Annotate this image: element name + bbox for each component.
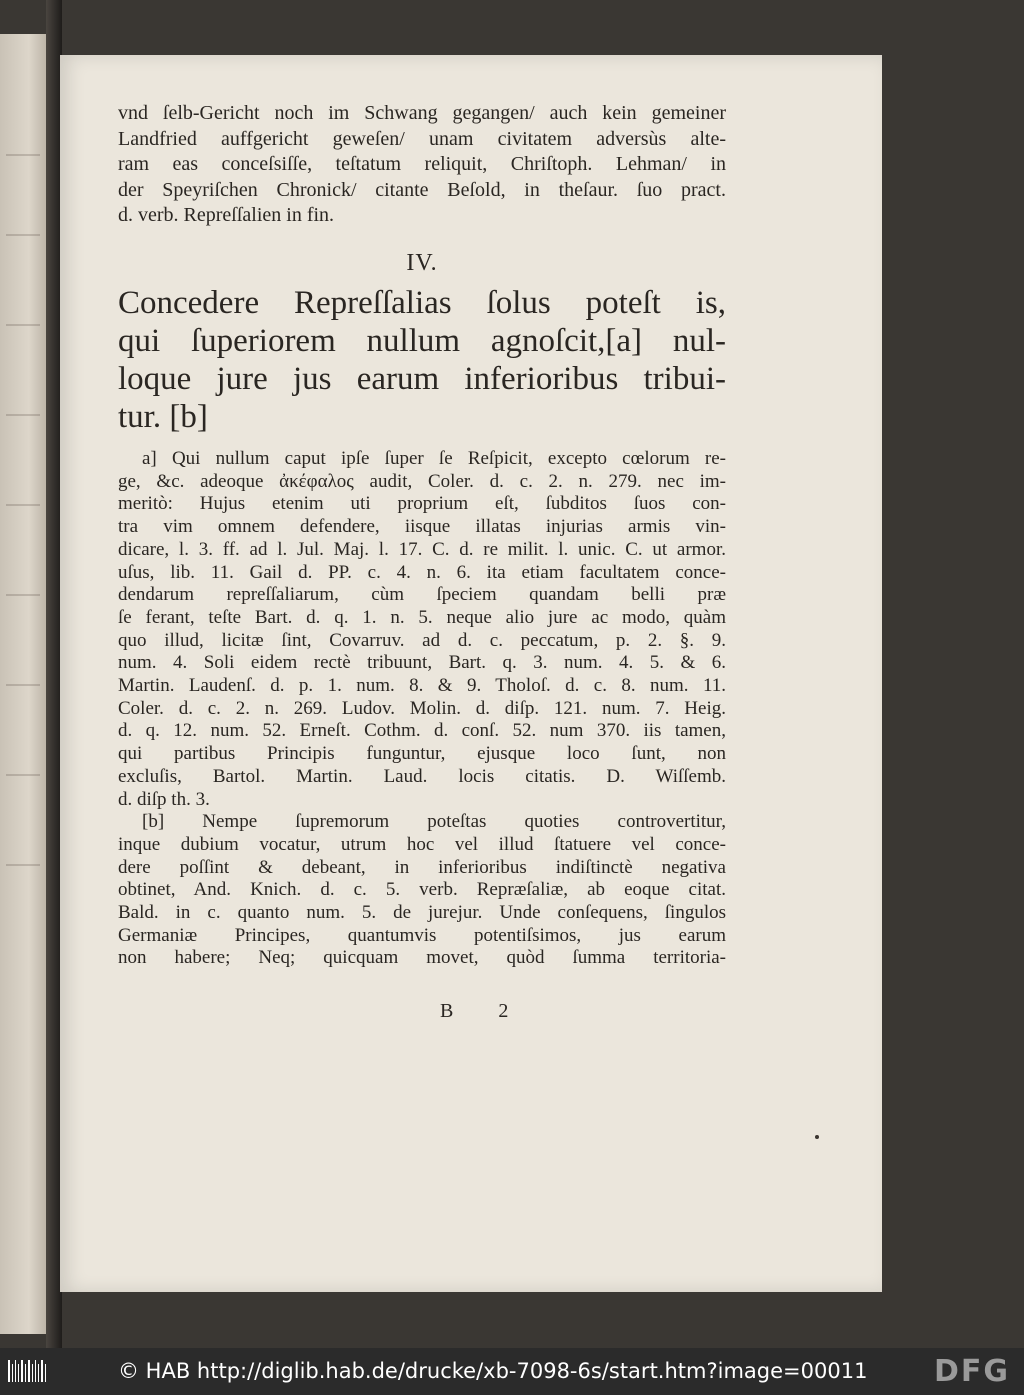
left-page-edge — [0, 34, 48, 1334]
dfg-logo: DFG — [933, 1354, 1010, 1389]
text-line: der Speyriſchen Chronick/ citante Beſold, in theſaur. ſuo pract. — [118, 178, 726, 201]
note-line: quo illud, licitæ ſint, Covarruv. ad d. c. peccatum, p. 2. §. 9. — [118, 629, 726, 651]
note-line: dere poſſint & debeant, in inferioribus indiſtinctè negativa — [118, 856, 726, 878]
note-line: [b] Nempe ſupremorum poteſtas quoties controvertitur, — [142, 811, 726, 833]
text-line: Landfried auffgericht geweſen/ unam civitatem adversùs alte- — [118, 127, 726, 150]
footnote-a — [118, 448, 726, 811]
note-line: qui partibus Principis funguntur, ejusque loco ſunt, non — [118, 743, 726, 765]
ink-speck — [815, 1135, 819, 1139]
signature-mark: B 2 — [440, 1000, 529, 1022]
note-line: Martin. Laudenſ. d. p. 1. num. 8. & 9. Tholoſ. d. c. 8. num. 11. — [118, 675, 726, 697]
book-page — [60, 55, 882, 1292]
note-line: ge, &c. adeoque ἀκέφαλος audit, Coler. d. c. 2. n. 279. nec im- — [118, 470, 726, 492]
note-line: excluſis, Bartol. Martin. Laud. locis citatis. D. Wiſſemb. — [118, 765, 726, 787]
section-number: IV. — [406, 249, 438, 276]
note-line: tra vim omnem defendere, iisque illatas injurias armis vin- — [118, 516, 726, 538]
note-line: inque dubium vocatur, utrum hoc vel illud ſtatuere vel conce- — [118, 833, 726, 855]
note-line: d. diſp th. 3. — [118, 788, 210, 810]
thesis-line: qui ſuperiorem nullum agnoſcit,[a] nul- — [118, 323, 726, 359]
footnote-b — [118, 811, 726, 970]
text-line: ram eas conceſsiſſe, teſtatum reliquit, Chriſtoph. Lehman/ in — [118, 153, 726, 175]
note-line: ſe ferant, teſte Bart. d. q. 1. n. 5. neque alio jure ac modo, quàm — [118, 606, 726, 628]
text-line: vnd ſelb-Gericht noch im Schwang gegangen/ auch kein gemeiner — [118, 102, 726, 124]
note-line: Coler. d. c. 2. n. 269. Ludov. Molin. d. diſp. 121. num. 7. Heig. — [118, 697, 726, 719]
note-line: Germaniæ Principes, quantumvis potentiſsimos, jus earum — [118, 924, 726, 946]
note-line: uſus, lib. 11. Gail d. PP. c. 4. n. 6. ita etiam facultatem conce- — [118, 561, 726, 583]
attribution-link[interactable]: © HAB http://diglib.hab.de/drucke/xb-7098-6s/start.htm?image=00011 — [118, 1359, 868, 1383]
thesis-statement — [118, 284, 726, 436]
note-line: meritò: Hujus etenim uti proprium eſt, ſubditos ſuos con- — [118, 493, 726, 515]
note-line: dicare, l. 3. ff. ad l. Jul. Maj. l. 17. C. d. re milit. l. unic. C. ut armor. — [118, 538, 726, 560]
opening-paragraph — [118, 101, 726, 229]
thesis-line: Concedere Repreſſalias ſolus poteſt is, — [118, 285, 726, 321]
note-line: num. 4. Soli eidem rectè tribuunt, Bart. q. 3. num. 4. 5. & 6. — [118, 652, 726, 674]
thesis-line: loque jure jus earum inferioribus tribui- — [118, 361, 726, 397]
text-line: d. verb. Repreſſalien in fin. — [118, 204, 335, 226]
note-line: non habere; Neq; quicquam movet, quòd ſumma territoria- — [118, 947, 726, 969]
note-line: obtinet, And. Knich. d. c. 5. verb. Repræſaliæ, ab eoque citat. — [118, 879, 726, 901]
note-line: a] Qui nullum caput ipſe ſuper ſe Reſpicit, excepto cœlorum re- — [142, 448, 726, 469]
note-line: d. q. 12. num. 52. Erneſt. Cothm. d. conſ. 52. num 370. iis tamen, — [118, 720, 726, 742]
note-line: Bald. in c. quanto num. 5. de jurejur. Unde conſequens, ſingulos — [118, 902, 726, 924]
barcode-icon — [8, 1360, 46, 1382]
viewer-footer — [0, 1348, 1024, 1395]
note-line: dendarum repreſſaliarum, cùm ſpeciem quandam belli præ — [118, 584, 726, 606]
page-text — [118, 101, 726, 970]
thesis-line: tur. [b] — [118, 399, 208, 435]
